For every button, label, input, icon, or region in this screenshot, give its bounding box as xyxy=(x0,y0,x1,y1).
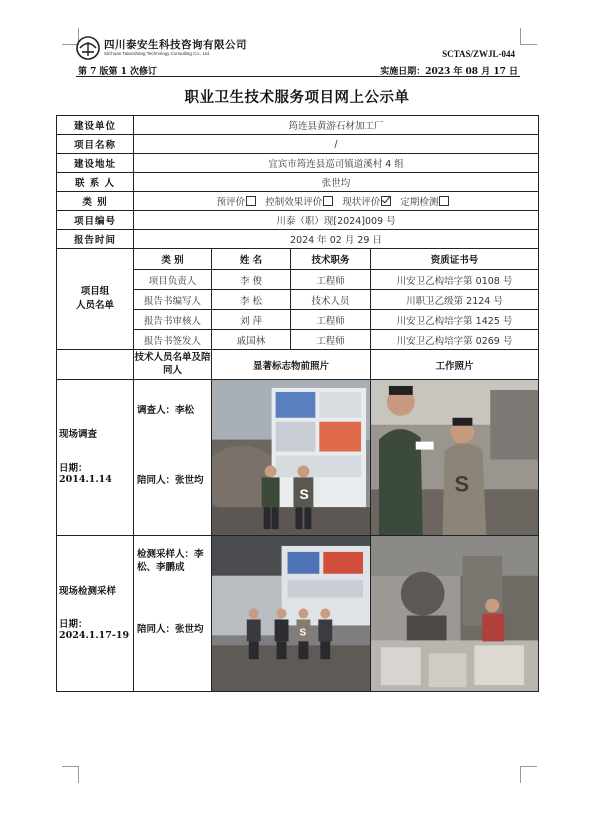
number-value: 川泰（职）现[2024]009 号 xyxy=(134,211,539,230)
staff-group-label-line1: 项目组 xyxy=(80,285,110,297)
category-option-label: 现状评价 xyxy=(342,197,381,208)
site-col-photo2: 工作照片 xyxy=(371,350,539,380)
crop-mark-top-right xyxy=(520,28,537,45)
work-photo-image xyxy=(371,380,538,535)
staff-group-label-line2: 人员名单 xyxy=(75,300,114,311)
checkbox-control-evaluation xyxy=(323,196,333,206)
category-option-label: 控制效果评价 xyxy=(265,197,323,208)
sampling-persons-cell xyxy=(134,536,212,692)
effective-date: 实施日期：2023 年 08 月 17 日 xyxy=(380,67,518,77)
sampling-work-photo xyxy=(371,536,539,692)
staff-name: 戚国林 xyxy=(212,330,291,350)
contact-label: 联 系 人 xyxy=(57,173,134,192)
sampling-escort: 陪同人：张世均 xyxy=(137,623,204,635)
category-option-label: 定期检测 xyxy=(400,197,439,208)
staff-title: 技术人员 xyxy=(291,290,371,310)
staff-name: 李 俊 xyxy=(212,270,291,290)
sampling-label-cell xyxy=(57,536,134,692)
staff-role: 项目负责人 xyxy=(134,270,212,290)
unit-value: 筠连县黄游石材加工厂 xyxy=(134,116,539,135)
number-label: 项目编号 xyxy=(57,211,134,230)
survey-label: 现场调查 xyxy=(59,429,98,441)
document-code: SCTAS/ZWJL-044 xyxy=(442,49,515,59)
row-report-time xyxy=(57,230,539,249)
category-pre-evaluation xyxy=(217,197,263,208)
staff-header-row xyxy=(57,249,539,270)
category-periodic-testing xyxy=(400,197,455,208)
row-project xyxy=(57,135,539,154)
staff-cert: 川安卫乙构培字第 0108 号 xyxy=(371,270,539,290)
landmark-photo-image xyxy=(212,380,370,535)
survey-persons-cell xyxy=(134,380,212,536)
company-name-cn: 四川泰安生科技咨询有限公司 xyxy=(104,38,247,51)
svg-text:S: S xyxy=(454,471,470,497)
contact-value: 张世均 xyxy=(134,173,539,192)
sampling-date: 2024.1.17-19 xyxy=(59,630,130,642)
staff-title: 工程师 xyxy=(291,330,371,350)
sampling-label: 现场检测采样 xyxy=(59,585,117,597)
row-contact xyxy=(57,173,539,192)
report-time-value: 2024 年 02 月 29 日 xyxy=(134,230,539,249)
logo-emblem-icon xyxy=(76,36,100,60)
company-name-en: SiChuan Taianshang Technology Consulting Co., Ltd. xyxy=(104,51,211,56)
site-col-persons: 技术人员名单及陪同人 xyxy=(134,350,212,380)
svg-text:S: S xyxy=(299,627,307,639)
category-options xyxy=(134,192,539,211)
survey-escort: 陪同人：张世均 xyxy=(137,475,204,486)
survey-date-label: 日期： xyxy=(59,462,88,474)
category-control-evaluation xyxy=(265,197,339,208)
site-survey-row xyxy=(57,380,539,536)
staff-title: 工程师 xyxy=(291,310,371,330)
site-header-empty xyxy=(57,350,134,380)
checkbox-periodic-testing xyxy=(439,196,449,206)
row-number xyxy=(57,211,539,230)
revision-info: 第 7 版第 1 次修订 xyxy=(78,67,158,77)
staff-name: 刘 萍 xyxy=(212,310,291,330)
project-value: / xyxy=(134,135,539,154)
sampling-landmark-photo xyxy=(212,536,371,692)
staff-role: 报告书编写人 xyxy=(134,290,212,310)
staff-cert: 川职卫乙级第 2124 号 xyxy=(371,290,539,310)
staff-col-name: 姓 名 xyxy=(212,249,291,270)
checkbox-status-evaluation xyxy=(381,196,391,206)
staff-name: 李 松 xyxy=(212,290,291,310)
staff-col-title: 技术职务 xyxy=(291,249,371,270)
staff-cert: 川安卫乙构培字第 0269 号 xyxy=(371,330,539,350)
project-label: 项目名称 xyxy=(57,135,134,154)
site-sampling-row xyxy=(57,536,539,692)
crop-mark-bottom-right xyxy=(520,766,537,783)
crop-mark-bottom-left xyxy=(62,766,79,783)
page-title: 职业卫生技术服务项目网上公示单 xyxy=(184,89,410,106)
staff-col-cert: 资质证书号 xyxy=(371,249,539,270)
category-status-evaluation xyxy=(342,197,397,208)
survey-work-photo xyxy=(371,380,539,536)
survey-investigator: 调查人：李松 xyxy=(137,405,195,416)
sampling-work-photo-image xyxy=(371,536,538,691)
staff-role: 报告书审核人 xyxy=(134,310,212,330)
checkbox-pre-evaluation xyxy=(246,196,256,206)
address-label: 建设地址 xyxy=(57,154,134,173)
company-logo xyxy=(76,36,247,60)
category-label: 类 别 xyxy=(57,192,134,211)
staff-col-role: 类 别 xyxy=(134,249,212,270)
survey-label-cell xyxy=(57,380,134,536)
site-col-photo1: 显著标志物前照片 xyxy=(212,350,371,380)
staff-title: 工程师 xyxy=(291,270,371,290)
staff-role: 报告书签发人 xyxy=(134,330,212,350)
sampling-date-label: 日期： xyxy=(59,618,88,630)
sampling-landmark-photo-image xyxy=(212,536,370,691)
address-value: 宜宾市筠连县巡司镇道溪村 4 组 xyxy=(134,154,539,173)
disclosure-table xyxy=(56,115,539,692)
svg-text:S: S xyxy=(299,486,309,503)
sampling-sampler: 检测采样人：李松、李鹏成 xyxy=(137,549,204,574)
site-header-row xyxy=(57,350,539,380)
row-category xyxy=(57,192,539,211)
report-time-label: 报告时间 xyxy=(57,230,134,249)
header-divider xyxy=(76,76,520,77)
category-option-label: 预评价 xyxy=(216,197,246,208)
row-address xyxy=(57,154,539,173)
staff-group-label xyxy=(57,249,134,350)
survey-date: 2014.1.14 xyxy=(59,474,112,486)
staff-cert: 川安卫乙构培字第 1425 号 xyxy=(371,310,539,330)
unit-label: 建设单位 xyxy=(57,116,134,135)
row-unit xyxy=(57,116,539,135)
survey-landmark-photo xyxy=(212,380,371,536)
